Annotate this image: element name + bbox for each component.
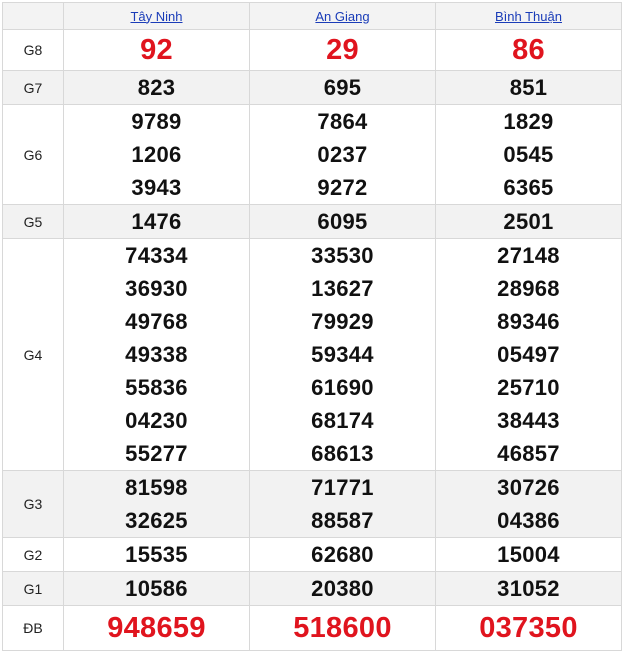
prize-cell xyxy=(250,572,436,606)
prize-row-2 xyxy=(3,105,622,205)
prize-number: 0545 xyxy=(503,142,554,167)
province-link[interactable]: Bình Thuận xyxy=(495,8,562,24)
prize-number: 9789 xyxy=(131,109,182,134)
prize-number: 04230 xyxy=(125,408,188,433)
prize-number: 33530 xyxy=(311,243,374,268)
province-link[interactable]: An Giang xyxy=(315,8,370,24)
prize-label: G1 xyxy=(3,572,64,606)
prize-cell xyxy=(250,30,436,71)
prize-number: 20380 xyxy=(311,576,374,601)
prize-cell xyxy=(436,105,622,205)
prize-number: 518600 xyxy=(293,612,392,644)
prize-number: 62680 xyxy=(311,542,374,567)
prize-cell xyxy=(250,239,436,471)
province-header xyxy=(436,3,622,30)
province-header xyxy=(250,3,436,30)
prize-number: 1829 xyxy=(503,109,554,134)
prize-cell xyxy=(250,105,436,205)
header-row xyxy=(3,3,622,30)
prize-cell xyxy=(64,606,250,651)
prize-cell xyxy=(250,71,436,105)
prize-number: 15535 xyxy=(125,542,188,567)
prize-cell xyxy=(64,239,250,471)
prize-number: 6365 xyxy=(503,175,554,200)
prize-cell xyxy=(64,71,250,105)
prize-rows xyxy=(3,30,622,651)
prize-label: ĐB xyxy=(3,606,64,651)
prize-number: 79929 xyxy=(311,309,374,334)
prize-number: 74334 xyxy=(125,243,188,268)
prize-number: 948659 xyxy=(107,612,206,644)
prize-number: 10586 xyxy=(125,576,188,601)
prize-label: G4 xyxy=(3,239,64,471)
prize-row-4 xyxy=(3,239,622,471)
prize-number: 7864 xyxy=(317,109,368,134)
prize-row-5 xyxy=(3,471,622,538)
prize-cell xyxy=(250,471,436,538)
prize-number: 68613 xyxy=(311,441,374,466)
prize-number: 823 xyxy=(137,75,176,100)
prize-row-6 xyxy=(3,538,622,572)
prize-number: 68174 xyxy=(311,408,374,433)
header-corner xyxy=(3,3,64,30)
prize-number: 36930 xyxy=(125,276,188,301)
prize-number: 38443 xyxy=(497,408,560,433)
prize-cell xyxy=(436,30,622,71)
prize-number: 29 xyxy=(326,34,359,66)
prize-number: 71771 xyxy=(311,475,374,500)
lottery-results-table xyxy=(2,2,622,651)
prize-number: 55277 xyxy=(125,441,188,466)
prize-number: 55836 xyxy=(125,375,188,400)
prize-number: 46857 xyxy=(497,441,560,466)
prize-number: 61690 xyxy=(311,375,374,400)
prize-label: G5 xyxy=(3,205,64,239)
prize-number: 2501 xyxy=(503,209,554,234)
prize-number: 92 xyxy=(140,34,173,66)
prize-label: G2 xyxy=(3,538,64,572)
prize-number: 04386 xyxy=(497,508,560,533)
prize-number: 28968 xyxy=(497,276,560,301)
prize-number: 13627 xyxy=(311,276,374,301)
prize-number: 30726 xyxy=(497,475,560,500)
prize-number: 31052 xyxy=(497,576,560,601)
prize-row-7 xyxy=(3,572,622,606)
prize-cell xyxy=(64,471,250,538)
prize-number: 851 xyxy=(509,75,548,100)
prize-number: 037350 xyxy=(479,612,578,644)
prize-number: 81598 xyxy=(125,475,188,500)
prize-number: 88587 xyxy=(311,508,374,533)
prize-number: 9272 xyxy=(317,175,368,200)
prize-cell xyxy=(250,205,436,239)
prize-cell xyxy=(436,572,622,606)
prize-cell xyxy=(250,538,436,572)
prize-cell xyxy=(436,606,622,651)
prize-number: 695 xyxy=(323,75,362,100)
prize-cell xyxy=(64,538,250,572)
prize-number: 0237 xyxy=(317,142,368,167)
prize-number: 1476 xyxy=(131,209,182,234)
prize-row-3 xyxy=(3,205,622,239)
prize-cell xyxy=(436,239,622,471)
prize-cell xyxy=(436,205,622,239)
prize-cell xyxy=(436,538,622,572)
prize-number: 25710 xyxy=(497,375,560,400)
prize-cell xyxy=(436,71,622,105)
prize-cell xyxy=(436,471,622,538)
prize-number: 05497 xyxy=(497,342,560,367)
prize-number: 49768 xyxy=(125,309,188,334)
prize-number: 49338 xyxy=(125,342,188,367)
prize-number: 27148 xyxy=(497,243,560,268)
prize-number: 59344 xyxy=(311,342,374,367)
prize-number: 3943 xyxy=(131,175,182,200)
prize-number: 15004 xyxy=(497,542,560,567)
prize-label: G6 xyxy=(3,105,64,205)
prize-row-0 xyxy=(3,30,622,71)
prize-cell xyxy=(250,606,436,651)
prize-number: 6095 xyxy=(317,209,368,234)
prize-cell xyxy=(64,30,250,71)
prize-row-1 xyxy=(3,71,622,105)
prize-label: G3 xyxy=(3,471,64,538)
prize-number: 89346 xyxy=(497,309,560,334)
prize-cell xyxy=(64,105,250,205)
prize-label: G8 xyxy=(3,30,64,71)
prize-cell xyxy=(64,205,250,239)
prize-label: G7 xyxy=(3,71,64,105)
province-header xyxy=(64,3,250,30)
prize-number: 1206 xyxy=(131,142,182,167)
prize-row-8 xyxy=(3,606,622,651)
prize-number: 86 xyxy=(512,34,545,66)
prize-cell xyxy=(64,572,250,606)
province-link[interactable]: Tây Ninh xyxy=(130,8,183,24)
prize-number: 32625 xyxy=(125,508,188,533)
